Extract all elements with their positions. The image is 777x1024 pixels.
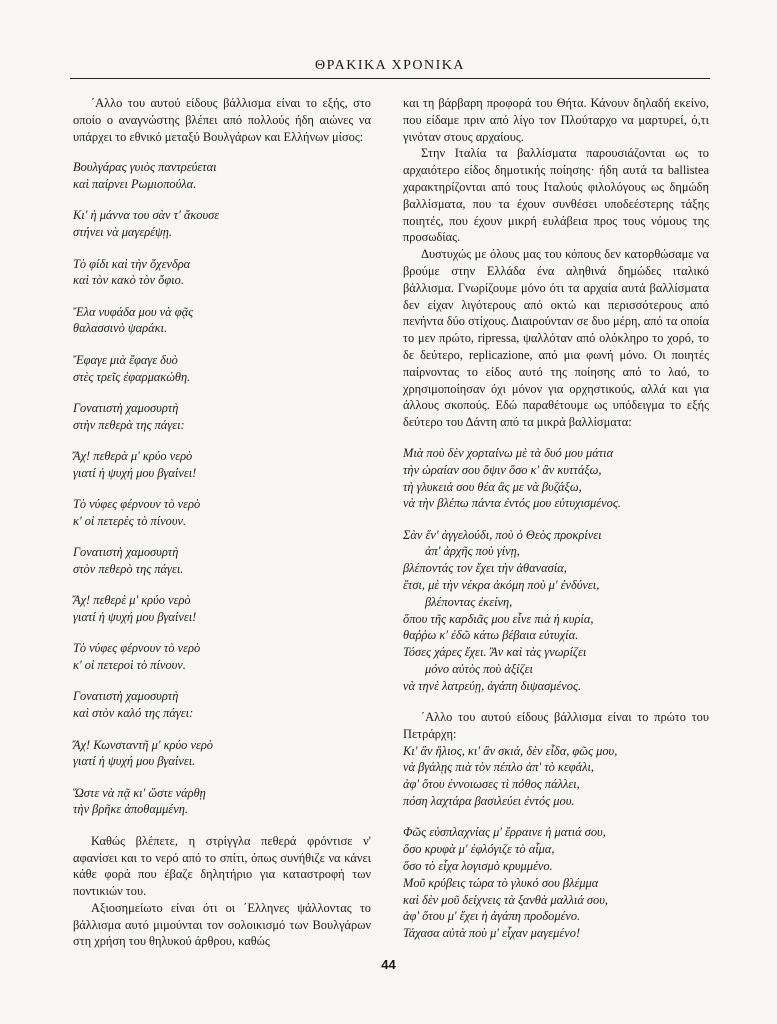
verse-line: γιατί ἡ ψυχή μου βγαίνει.	[73, 754, 196, 769]
stanza	[73, 785, 371, 819]
verse-line: ὅσο τὸ εἶχα λογισμὸ κρυμμένο.	[403, 858, 553, 873]
verse-line: Φῶς εὐσπλαχνίας μ' ἔρραινε ἡ ματιά σου,	[403, 825, 606, 840]
stanza	[73, 737, 371, 771]
verse-line: Ὥστε νὰ πᾷ κι' ὥστε νάρθῃ	[73, 785, 206, 800]
verse-line: ὅπου τῆς καρδιᾶς μου εἶνε πιὰ ἡ κυρία,	[403, 611, 594, 626]
stanza	[403, 445, 709, 512]
verse-line: στὸν πεθερὸ της πάγει.	[73, 561, 184, 576]
stanza	[73, 207, 371, 241]
italy-paragraph: Στην Ιταλία τα βαλλίσματα παρουσιάζονται ως το αρχαιότερο είδος δημοτικής ποίησης· ήδη αυτά τα ballistea χαρακτηρίζονται από τους Ιταλούς φιλολόγους ως δημώδη βαλλίσματα, που τα έχουν συνθέσει υποδεέστερης τάξης ποιητές, που έχουν μικρή ευλάβεια προς τους νόμους της προσωδίας.	[403, 146, 709, 245]
verse-line: Μιὰ ποὺ δὲν χορταίνω μὲ τὰ δυό μου μάτια	[403, 445, 614, 460]
verse-line: νὰ τηνὲ λατρεύῃ, ἀγάπη διψασμένος.	[403, 678, 582, 693]
verse-line: Ἔλα νυφάδα μου νὰ φᾷς	[73, 304, 194, 319]
journal-title: ΘΡΑΚΙΚΑ ΧΡΟΝΙΚΑ	[315, 58, 465, 73]
verse-line: νὰ βγάλῃς πιὰ τὸν πέπλο ἀπ' τὸ κεφάλι,	[403, 760, 595, 775]
verse-line: καὶ στὸν καλό της πάγει:	[73, 706, 194, 721]
petrarch-intro-paragraph: ΄Αλλο του αυτού είδους βάλλισμα είναι το πρώτο του Πετράρχη:	[403, 710, 709, 741]
stanza	[73, 448, 371, 482]
stanza	[73, 352, 371, 386]
stanza	[73, 159, 371, 193]
stanza	[73, 592, 371, 626]
dante-intro-paragraph: Δυστυχώς με όλους μας του κόπους δεν κατορθώσαμε να βρούμε στην Ελλάδα ένα αληθινά δημώδες ιταλικό βάλλισμα. Γνωρίζουμε μόνο ότι τα αρχαία αυτά βαλλίσματα δεν είχαν λιγότερους από οκτώ και περισσότερους από πενήντα δύο στίχους. Διαιρούνταν σε δυο μέρη, από τα οποία το μεν πρώτο, ripressa, ψαλλόταν από ολόκληρο το χορό, το δε δεύτερο, replicazione, από μια φωνή μόνο. Οι ποιητές παίρνοντας το είδος αυτό της ποίησης από το λαό, το χρησιμοποίησαν όχι μόνον για ορχηστικούς, αλλά και για άλλους σκοπούς. Εδώ παραθέτουμε ως υπόδειγμα το εξής δεύτερο του Δάντη από τα μικρά βαλλίσματα:	[403, 247, 709, 430]
verse-line: στήνει νὰ μαγερέψῃ.	[73, 225, 172, 240]
verse-line: Τὸ νύφες φέρνουν τὸ νερὸ	[73, 641, 201, 656]
stanza	[403, 527, 709, 695]
verse-line: πόση λαχτάρα βασιλεύει ἐντός μου.	[403, 794, 575, 809]
verse-line: Τὸ φίδι καὶ τὴν ὄχενδρα	[73, 256, 191, 271]
verse-line: Κι' ἂν ἥλιος, κι' ἂν σκιά, δὲν εἶδα, φῶς μου,	[403, 743, 618, 758]
verse-line: μόνο αὐτὸς ποὺ ἀξίζει	[425, 662, 533, 676]
verse-line: Γονατιστὴ χαμοσυρτὴ	[73, 545, 179, 560]
commentary-paragraph: Αξιοσημείωτο είναι ότι οι ΄Ελληνες ψάλλοντας το βάλλισμα αυτό μιμούνται τον σολοικισμό των Βουλγάρων στη χρήση του θηλυκού άρθρου, καθώς	[73, 900, 371, 949]
verse-line: στὲς τρεῖς ἐφαρμακώθη.	[73, 369, 191, 384]
verse-line: Σὰν ἕν' ἀγγελούδι, ποὺ ὁ Θεὸς προκρίνει	[403, 527, 602, 542]
verse-line: Τὸ νύφες φέρνουν τὸ νερὸ	[73, 497, 201, 512]
dante-ballad	[403, 445, 709, 695]
verse-line: Γονατιστὴ χαμοσυρτὴ	[73, 689, 179, 704]
verse-line: βλέποντάς τον ἔχει τὴν ἀθανασία,	[403, 561, 567, 576]
stanza	[73, 304, 371, 338]
verse-line: Κι' ἡ μάννα του σὰν τ' ἄκουσε	[73, 208, 220, 223]
verse-line: γιατί ἡ ψυχή μου βγαίνει!	[73, 610, 197, 625]
verse-line: Ἔφαγε μιὰ ἔφαγε δυὸ	[73, 352, 178, 367]
stanza	[73, 544, 371, 578]
verse-line: νὰ τὴν βλέπω πάντα ἐντός μου εὐτυχισμένος.	[403, 496, 621, 511]
verse-line: Γονατιστὴ χαμοσυρτὴ	[73, 400, 179, 415]
verse-line: θαῤῥω κ' ἐδῶ κάτω βέβαια εὐτυχία.	[403, 628, 579, 643]
commentary-paragraph: Καθώς βλέπετε, η στρίγγλα πεθερά φρόντισε ν' αφανίσει και το νερό από το σπίτι, όπως συνήθιζε να κάνει κάθε φορά που έβαζε δηλητήριο για καταστροφή των ποντικιών του.	[73, 833, 371, 899]
verse-line: τὴν ὡραίαν σου ὄψιν ὅσο κ' ἂν κυττάξω,	[403, 462, 602, 477]
running-header	[70, 58, 710, 79]
stanza	[73, 400, 371, 434]
verse-line: Τάχασα αὐτὰ ποὺ μ' εἶχαν μαγεμένο!	[403, 926, 581, 941]
stanza	[73, 688, 371, 722]
verse-line: κ' οἱ πετεροὶ τὸ πίνουν.	[73, 658, 186, 673]
verse-line: καὶ δὲν μοῦ δείχνεις τὰ ξανθὰ μαλλιά σου,	[403, 892, 609, 907]
petrarch-stanza	[403, 743, 709, 810]
verse-line: ἀφ' ὅτου ἐννοιωσες τὶ πόθος πάλλει,	[403, 777, 580, 792]
intro-paragraph: ΄Αλλο του αυτού είδους βάλλισμα είναι το εξής, στο οποίο ο αναγνώστης βλέπει από πολλούς ήδη αιώνες να υπάρχει το εθνικό μεταξύ Βουλγάρων και Ελλήνων μίσος:	[73, 96, 371, 144]
verse-line: γιατί ἡ ψυχή μου βγαίνει!	[73, 465, 197, 480]
verse-line: ὅσο κρυφὰ μ' ἐφλόγιζε τὸ αἷμα,	[403, 842, 555, 857]
verse-line: στὴν πεθερὰ της πάγει:	[73, 417, 185, 432]
verse-line: Τόσες χάρες ἔχει. Ἂν καὶ τὰς γνωρίζει	[403, 645, 587, 660]
bulgarian-ballad	[73, 159, 371, 818]
stanza	[73, 496, 371, 530]
verse-line: Μοῦ κρύβεις τώρα τὸ γλυκό σου βλέμμα	[403, 875, 599, 890]
continued-paragraph: και τη βάρβαρη προφορά του Θήτα. Κάνουν δηλαδή εκείνο, που είδαμε πριν από λίγο τον Πλούταρχο να μαρτυρεί, ό,τι γινόταν στους αρχαίους.	[403, 96, 709, 144]
stanza	[73, 640, 371, 674]
verse-line: καὶ τὸν κακὸ τὸν ὄφιο.	[73, 273, 184, 288]
verse-line: ἀπ' ἀρχῆς ποὺ γίνῃ,	[425, 544, 520, 559]
page-number: 44	[381, 957, 396, 972]
verse-line: θαλασσινὸ ψαράκι.	[73, 321, 168, 336]
verse-line: τὴ γλυκειά σου θέα ἂς με νὰ βυζάξω,	[403, 479, 582, 494]
verse-line: βλέποντας ἐκείνη,	[425, 594, 513, 609]
stanza	[73, 256, 371, 290]
verse-line: Ἄχ! Κωνσταντῆ μ' κρύο νερὸ	[73, 737, 213, 752]
verse-line: τὴν βρῆκε ἀποθαμμένη.	[73, 802, 188, 817]
verse-line: ἔτσι, μὲ τὴν νέκρα ἀκόμη ποὺ μ' ἐνδύνει,	[403, 578, 600, 593]
verse-line: ἀφ' ὅτου μ' ἔχει ἡ ἀγάπη προδομένο.	[403, 909, 581, 924]
left-column	[73, 95, 371, 950]
verse-line: Ἄχ! πεθερὰ μ' κρύο νερὸ	[73, 448, 193, 463]
right-column	[403, 95, 709, 956]
petrarch-stanza	[403, 824, 709, 942]
verse-line: κ' οἱ πετερὲς τὸ πίνουν.	[73, 513, 187, 528]
verse-line: Βουλγάρας γυιὸς παντρεύεται	[73, 160, 217, 175]
verse-line: καὶ παίρνει Ρωμιοπούλα.	[73, 177, 197, 192]
verse-line: Ἄχ! πεθερὲ μ' κρύο νερὸ	[73, 593, 191, 608]
